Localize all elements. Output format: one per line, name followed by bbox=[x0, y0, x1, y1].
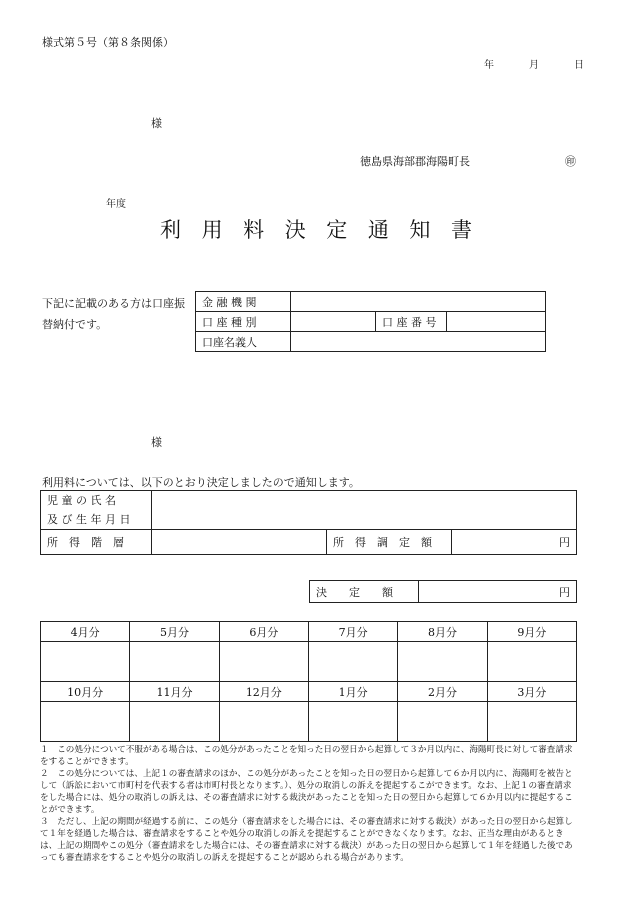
income-amount-label: 所 得 調 定 額 bbox=[327, 530, 452, 555]
date-day: 日 bbox=[574, 60, 584, 71]
intro-text: 利用料については、以下のとおり決定しましたので通知します。 bbox=[42, 476, 360, 489]
seal-mark: ㊞ bbox=[565, 155, 576, 168]
month-header: 9月分 bbox=[487, 622, 576, 642]
income-bracket-label: 所 得 階 層 bbox=[41, 530, 152, 555]
account-type-label: 口 座 種 別 bbox=[196, 312, 291, 332]
document-title bbox=[160, 214, 472, 244]
bank-institution-field[interactable] bbox=[291, 292, 546, 312]
decision-amount-label: 決 定 額 bbox=[310, 581, 419, 603]
sender-name: 徳島県海部郡海陽町長 bbox=[360, 155, 470, 168]
title-char: 利 bbox=[160, 218, 181, 242]
note-3: ３ ただし、上記の期間が経過する前に、この処分（審査請求をした場合には、その審査請求に対する裁決）があった日の翌日から起算して１年を経過した場合は、審査請求をすることや処分の取消しの訴えを提起することができなくなります。なお、正当な理由があるときは、上記の期間やこの処分（審査請求をした場合には、その審査請求に対する裁決）があった日の翌日から起算して１年を経過した後であっても審査請求をすることや処分の取消しの訴えを提起することが認められる場合があります。 bbox=[40, 817, 573, 863]
month-amount-field[interactable] bbox=[41, 642, 130, 682]
month-amount-field[interactable] bbox=[487, 642, 576, 682]
month-amount-field[interactable] bbox=[398, 642, 487, 682]
income-bracket-field[interactable] bbox=[152, 530, 327, 555]
month-header: 4月分 bbox=[41, 622, 130, 642]
title-char: 定 bbox=[326, 218, 348, 242]
date-month: 月 bbox=[529, 60, 539, 71]
date-line bbox=[484, 56, 584, 71]
bank-transfer-note: 下記に記載のある方は口座振替納付です。 bbox=[42, 297, 185, 331]
month-amount-field[interactable] bbox=[219, 702, 308, 742]
month-header: 12月分 bbox=[219, 682, 308, 702]
bank-institution-label: 金 融 機 関 bbox=[196, 292, 291, 312]
month-header: 2月分 bbox=[398, 682, 487, 702]
monthly-table bbox=[40, 621, 577, 742]
month-header: 3月分 bbox=[487, 682, 576, 702]
income-amount-field[interactable]: 円 bbox=[452, 530, 577, 555]
child-name-field[interactable] bbox=[152, 491, 577, 530]
bank-account-table bbox=[195, 291, 546, 352]
month-header: 11月分 bbox=[130, 682, 219, 702]
decision-amount-table bbox=[309, 580, 577, 603]
title-char: 知 bbox=[409, 218, 431, 242]
month-amount-field[interactable] bbox=[308, 642, 397, 682]
title-char: 決 bbox=[284, 218, 306, 242]
form-number: 様式第５号（第８条関係） bbox=[42, 36, 174, 49]
month-header: 6月分 bbox=[219, 622, 308, 642]
account-holder-label: 口座名義人 bbox=[196, 332, 291, 352]
title-char: 書 bbox=[450, 218, 472, 242]
note-2: ２ この処分については、上記１の審査請求のほか、この処分があったことを知った日の翌日から起算して６か月以内に、海陽町を被告として（訴訟において市町村を代表する者は市町村長となります。）、処分の取消しの訴えを提起するこができます。なお、上記１の審査請求をした場合には、処分の取消しの訴えは、その審査請求に対する裁決があったことを知った日の翌日から起算して６か月以内に提起することができます。 bbox=[40, 769, 573, 815]
month-header: 7月分 bbox=[308, 622, 397, 642]
title-char: 通 bbox=[367, 218, 389, 242]
month-amount-field[interactable] bbox=[308, 702, 397, 742]
month-header: 5月分 bbox=[130, 622, 219, 642]
month-amount-field[interactable] bbox=[487, 702, 576, 742]
month-header: 1月分 bbox=[308, 682, 397, 702]
notes-section bbox=[40, 744, 580, 864]
account-number-label: 口 座 番 号 bbox=[376, 312, 447, 332]
account-type-field[interactable] bbox=[291, 312, 376, 332]
month-amount-field[interactable] bbox=[219, 642, 308, 682]
child-info-table bbox=[40, 490, 577, 555]
month-header: 8月分 bbox=[398, 622, 487, 642]
recipient-honorific-top: 様 bbox=[151, 117, 162, 130]
month-amount-field[interactable] bbox=[41, 702, 130, 742]
month-amount-field[interactable] bbox=[130, 642, 219, 682]
account-holder-field[interactable] bbox=[291, 332, 546, 352]
note-1: １ この処分について不服がある場合は、この処分があったことを知った日の翌日から起算して３か月以内に、海陽町長に対して審査請求をすることができます。 bbox=[40, 745, 573, 767]
decision-amount-field[interactable]: 円 bbox=[419, 581, 577, 603]
recipient-honorific-mid: 様 bbox=[151, 436, 162, 449]
account-number-field[interactable] bbox=[447, 312, 546, 332]
month-amount-field[interactable] bbox=[398, 702, 487, 742]
title-char: 用 bbox=[201, 218, 223, 242]
child-name-label: 児 童 の 氏 名 及 び 生 年 月 日 bbox=[41, 491, 152, 530]
date-year: 年 bbox=[484, 60, 494, 71]
fiscal-year: 年度 bbox=[106, 199, 126, 210]
month-amount-field[interactable] bbox=[130, 702, 219, 742]
month-header: 10月分 bbox=[41, 682, 130, 702]
title-char: 料 bbox=[243, 218, 265, 242]
